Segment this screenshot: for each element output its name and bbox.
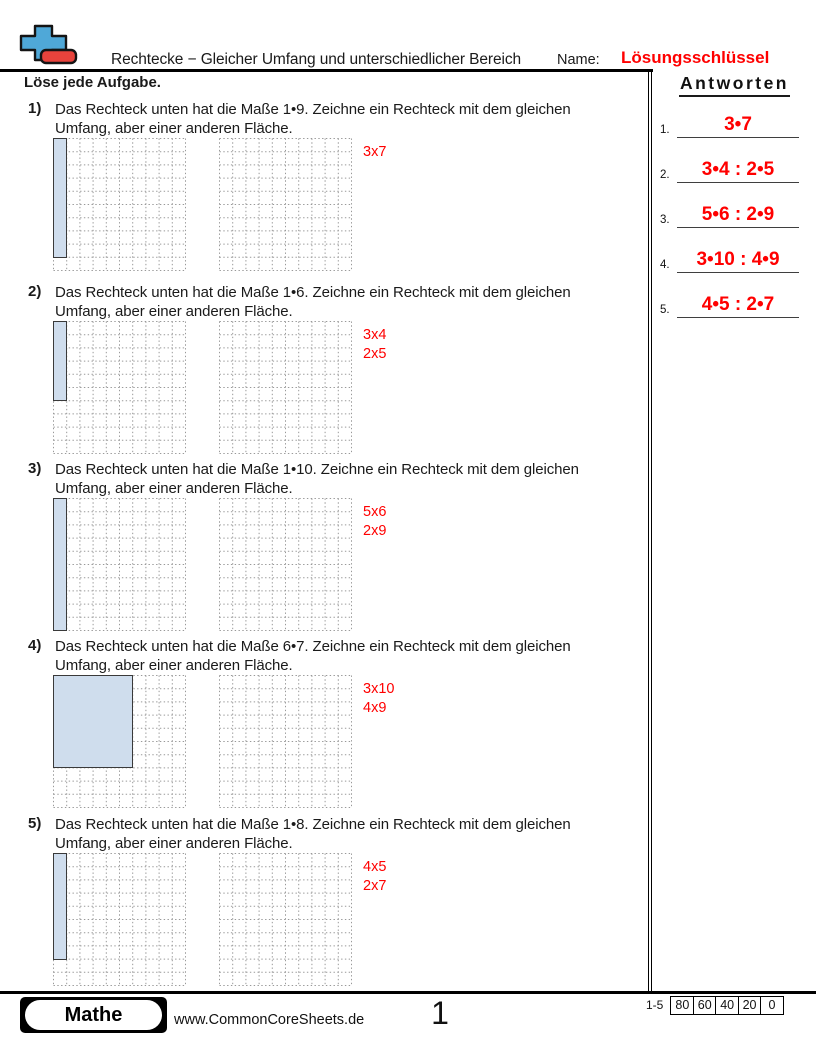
problem-block [0,283,650,458]
problem-text-line2: Umfang, aber einer anderen Fläche. [55,835,293,852]
score-table [646,996,784,1015]
problem-block [0,815,650,990]
commoncoresheets-logo [15,22,79,68]
drawing-grid [219,675,352,808]
header-divider [0,69,653,72]
answer-dimension-labels [363,143,386,162]
answer-dimension-label: 3x4 [363,327,387,343]
problem-text-line1: Das Rechteck unten hat die Maße 1•10. Zeichne ein Rechteck mit dem gleichen [55,461,579,478]
answer-number: 2. [660,169,670,181]
problem-number: 2) [28,283,42,300]
problem-block [0,637,650,812]
problem-text-line2: Umfang, aber einer anderen Fläche. [55,657,293,674]
name-label: Name: [557,52,600,68]
problem-number: 4) [28,637,42,654]
problem-number: 5) [28,815,42,832]
problem-text [55,283,571,321]
answer-dimension-labels [363,680,394,717]
problem-number: 3) [28,460,42,477]
problem-text [55,637,571,675]
answer-number: 3. [660,214,670,226]
dot-grid-svg [219,321,352,454]
answer-dimension-label: 4x9 [363,699,387,716]
answer-dimension-label: 2x7 [363,877,387,894]
given-rectangle-grid [53,498,186,631]
score-cell: 60 [693,996,717,1015]
problem-block [0,460,650,635]
problem-text-line1: Das Rechteck unten hat die Maße 1•9. Zeichne ein Rechteck mit dem gleichen [55,101,571,118]
score-cells [670,996,784,1015]
answer-dimension-label: 4x5 [363,859,387,875]
drawing-grid [219,138,352,271]
answer-value: 3•10 : 4•9 [696,249,780,270]
given-rectangle-grid [53,138,186,271]
answer-row [660,290,799,318]
given-rectangle-grid [53,321,186,454]
drawing-grid [219,321,352,454]
answer-number: 1. [660,124,670,136]
answer-row [660,110,799,138]
answer-value: 5•6 : 2•9 [701,204,775,225]
dot-grid-svg [219,498,352,631]
score-cell: 20 [738,996,762,1015]
instruction-text: Löse jede Aufgabe. [24,74,161,91]
score-range-label: 1-5 [646,998,664,1012]
problem-text-line2: Umfang, aber einer anderen Fläche. [55,120,293,137]
dot-grid-svg [53,321,186,454]
score-cell: 40 [715,996,739,1015]
dot-grid-svg [53,853,186,986]
dot-grid-svg [53,138,186,271]
answer-dimension-labels [363,858,386,895]
given-rectangle [53,675,133,768]
problem-text-line2: Umfang, aber einer anderen Fläche. [55,480,293,497]
answers-heading: Antworten [679,73,790,97]
problem-text [55,460,579,498]
drawing-grid [219,853,352,986]
given-rectangle [53,138,67,258]
problem-text [55,815,571,853]
problem-number: 1) [28,100,42,117]
brand-badge [20,997,167,1033]
problem-text-line2: Umfang, aber einer anderen Fläche. [55,303,293,320]
problem-text [55,100,571,138]
answer-number: 4. [660,259,670,271]
footer-divider [0,991,816,994]
answer-dimension-label: 3x10 [363,681,395,697]
answer-dimension-labels [363,326,386,363]
answer-value: 3•4 : 2•5 [701,159,775,180]
answer-key-label: Lösungsschlüssel [621,48,770,67]
brand-label: Mathe [25,1000,162,1030]
answer-number: 5. [660,304,670,316]
problem-text-line1: Das Rechteck unten hat die Maße 6•7. Zeichne ein Rechteck mit dem gleichen [55,638,571,655]
worksheet-title: Rechtecke − Gleicher Umfang und unterschiedlicher Bereich [111,51,522,68]
answers-panel [653,70,816,420]
answer-row [660,245,799,273]
answer-value: 3•7 [724,114,752,135]
score-cell: 80 [670,996,694,1015]
dot-grid-svg [219,138,352,271]
given-rectangle-grid [53,853,186,986]
dot-grid-svg [219,675,352,808]
page-number: 1 [431,995,449,1031]
logo-minus-icon [41,50,76,63]
answer-dimension-label: 2x9 [363,522,387,539]
answer-dimension-label: 5x6 [363,504,387,520]
answer-row [660,200,799,228]
website-url: www.CommonCoreSheets.de [174,1012,365,1028]
problem-block [0,100,650,275]
dot-grid-svg [219,853,352,986]
score-cell: 0 [760,996,784,1015]
answer-dimension-labels [363,503,386,540]
answer-row [660,155,799,183]
given-rectangle [53,321,67,401]
answer-dimension-label: 2x5 [363,345,387,362]
answer-value: 4•5 : 2•7 [701,294,775,315]
problem-text-line1: Das Rechteck unten hat die Maße 1•8. Zeichne ein Rechteck mit dem gleichen [55,816,571,833]
problem-text-line1: Das Rechteck unten hat die Maße 1•6. Zeichne ein Rechteck mit dem gleichen [55,284,571,301]
given-rectangle-grid [53,675,186,808]
given-rectangle [53,498,67,631]
dot-grid-svg [53,498,186,631]
drawing-grid [219,498,352,631]
given-rectangle [53,853,67,960]
answer-dimension-label: 3x7 [363,144,387,160]
